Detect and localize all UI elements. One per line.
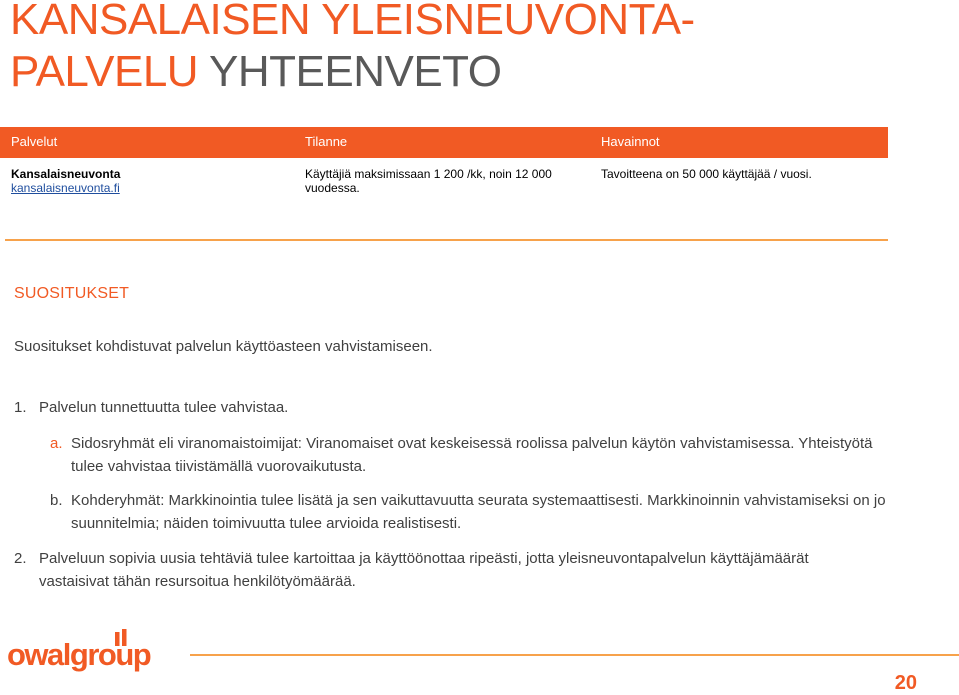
recommendation-1a-text: Sidosryhmät eli viranomaistoimijat: Viranomaiset ovat keskeisessä roolissa palvelun käytön vahvistamisessa. Yhteistyötä tulee vahvistaa tiivistämällä vuorovaikutusta. xyxy=(71,435,873,475)
recommendation-2-marker: 2. xyxy=(14,550,27,567)
status-cell xyxy=(305,167,552,195)
title-line2-orange: PALVELU xyxy=(10,47,199,96)
observation-cell: Tavoitteena on 50 000 käyttäjää / vuosi. xyxy=(601,167,812,181)
page-title xyxy=(10,0,695,98)
service-link[interactable]: kansalaisneuvonta.fi xyxy=(11,181,120,195)
title-line1: KANSALAISEN YLEISNEUVONTA- xyxy=(10,0,695,44)
header-status: Tilanne xyxy=(305,134,348,149)
service-cell xyxy=(11,167,120,195)
status-line1: Käyttäjiä maksimissaan 1 200 /kk, noin 12 000 xyxy=(305,167,552,181)
recommendation-1b-text: Kohderyhmät: Markkinointia tulee lisätä ja sen vaikuttavuutta seurata systemaattisesti. Markkinoinnin vahvistamiseksi on jo suunnitelmia; näiden toimivuutta tulee arvioida realistisesti. xyxy=(71,492,886,532)
status-line2: vuodessa. xyxy=(305,181,360,195)
section-divider xyxy=(5,239,888,241)
recommendation-1b-marker: b. xyxy=(50,492,63,509)
recommendation-1-text: Palvelun tunnettuutta tulee vahvistaa. xyxy=(39,399,289,416)
title-line2-gray: YHTEENVETO xyxy=(198,47,502,96)
recommendations-title: SUOSITUKSET xyxy=(14,285,130,302)
recommendation-1-marker: 1. xyxy=(14,399,27,416)
page-number: 20 xyxy=(894,672,917,694)
recommendation-1a-marker: a. xyxy=(50,435,63,452)
svg-text:owalgroup: owalgroup xyxy=(7,637,151,672)
header-observations: Havainnot xyxy=(601,134,660,149)
footer-divider xyxy=(190,654,959,656)
table-header xyxy=(0,127,888,158)
table-row xyxy=(0,158,888,208)
summary-table xyxy=(0,127,888,208)
recommendations-intro: Suositukset kohdistuvat palvelun käyttöasteen vahvistamiseen. xyxy=(14,338,433,355)
header-services: Palvelut xyxy=(11,134,58,149)
service-name: Kansalaisneuvonta xyxy=(11,167,121,181)
recommendation-2-text: Palveluun sopivia uusia tehtäviä tulee kartoittaa ja käyttöönottaa ripeästi, jotta yleisneuvontapalvelun käyttäjämäärät vastaisivat tähän resursoitua henkilötyömäärää. xyxy=(39,550,809,590)
owalgroup-logo xyxy=(6,628,182,682)
